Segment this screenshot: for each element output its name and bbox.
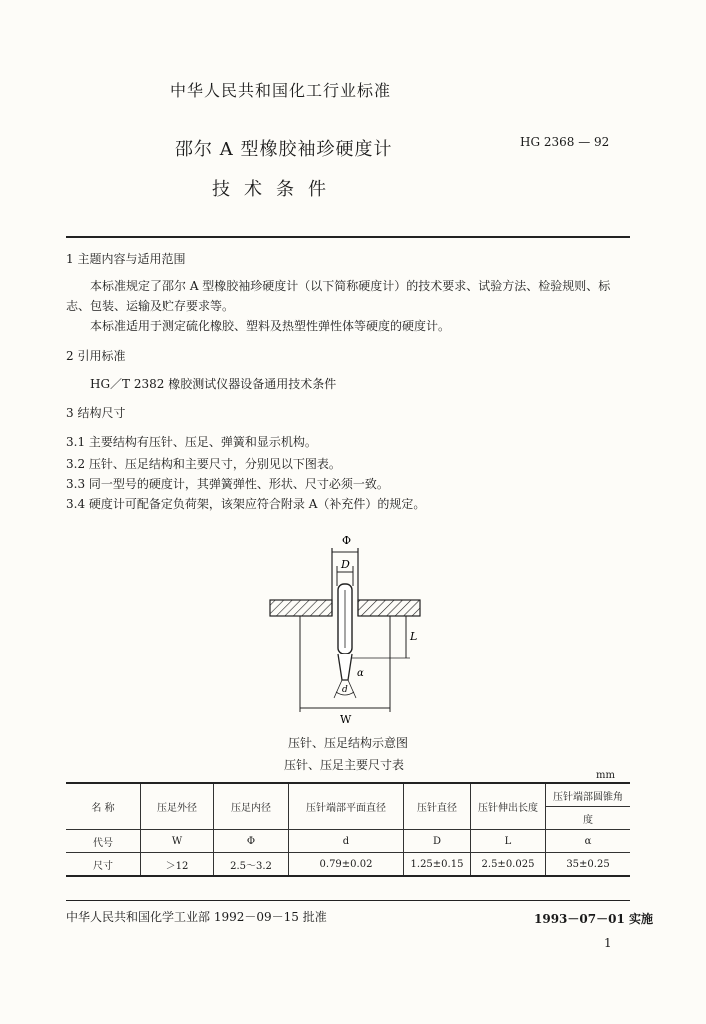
section-2-heading: 2 引用标准 [66,349,126,363]
table-cell: d [289,830,404,853]
section-3-heading: 3 结构尺寸 [66,406,126,420]
effective-date: 1993－07－01 实施 [534,912,653,926]
table-cell: 2.5±0.025 [471,853,546,877]
label-D: D [341,558,350,571]
table-header-name: 名 称 [66,783,141,830]
table-header-cell: 压针端部圆锥角 [546,783,631,807]
label-d: d [342,685,348,695]
section-1-paragraph-2: 本标准适用于测定硫化橡胶、塑料及热塑性弹性体等硬度的硬度计。 [90,319,451,333]
table-header-cell: 压针端部平面直径 [289,783,404,830]
table-header-cell: 度 [546,807,631,830]
table-cell: W [141,830,214,853]
dimensions-table [66,782,630,877]
table-header-cell: 压针直径 [404,783,471,830]
table-unit: mm [596,770,615,781]
table-cell: D [404,830,471,853]
section-3-item-4: 3.4 硬度计可配备定负荷架，该架应符合附录 A（补充件）的规定。 [66,497,426,511]
table-cell: Φ [214,830,289,853]
table-cell: 0.79±0.02 [289,853,404,877]
table-row-label: 尺寸 [66,853,141,877]
table-header-cell: 压针伸出长度 [471,783,546,830]
section-3-item-2: 3.2 压针、压足结构和主要尺寸，分别见以下图表。 [66,457,341,471]
section-3-item-3: 3.3 同一型号的硬度计，其弹簧弹性、形状、尺寸必须一致。 [66,477,389,491]
label-alpha: α [357,668,364,679]
label-L: L [410,630,418,643]
standard-title: 中华人民共和国化工行业标准 [170,81,392,100]
table-cell: 2.5～3.2 [214,853,289,877]
section-2-reference: HG／T 2382 橡胶测试仪器设备通用技术条件 [90,377,337,391]
table-cell: L [471,830,546,853]
table-header-cell: 压足内径 [214,783,289,830]
table-cell: α [546,830,631,853]
page-number: 1 [604,936,612,950]
table-row [66,783,630,807]
table-row [66,830,630,853]
figure-caption: 压针、压足结构示意图 [288,736,409,750]
section-1-heading: 1 主题内容与适用范围 [66,252,186,266]
header-rule [66,236,630,238]
table-row [66,853,630,877]
document-title: 邵尔 A 型橡胶袖珍硬度计 [175,139,393,160]
table-cell: 1.25±0.15 [404,853,471,877]
document-subtitle: 技术条件 [212,179,340,200]
table-header-cell: 压足外径 [141,783,214,830]
section-1-paragraph-1: 本标准规定了邵尔 A 型橡胶袖珍硬度计（以下简称硬度计）的技术要求、试验方法、检验规则、标志、包装、运输及贮存要求等。 [66,279,611,313]
section-3-item-1: 3.1 主要结构有压针、压足、弹簧和显示机构。 [66,435,317,449]
label-W: W [340,713,352,725]
table-caption: 压针、压足主要尺寸表 [284,758,405,772]
table-cell: 35±0.25 [546,853,631,877]
approval-note: 中华人民共和国化学工业部 1992－09－15 批准 [66,910,327,924]
table-cell: ＞12 [141,853,214,877]
label-phi: Φ [342,534,352,547]
indenter-diagram [260,530,440,725]
document-code: HG 2368 — 92 [520,135,610,149]
footer-rule [66,900,630,901]
table-row-label: 代号 [66,830,141,853]
